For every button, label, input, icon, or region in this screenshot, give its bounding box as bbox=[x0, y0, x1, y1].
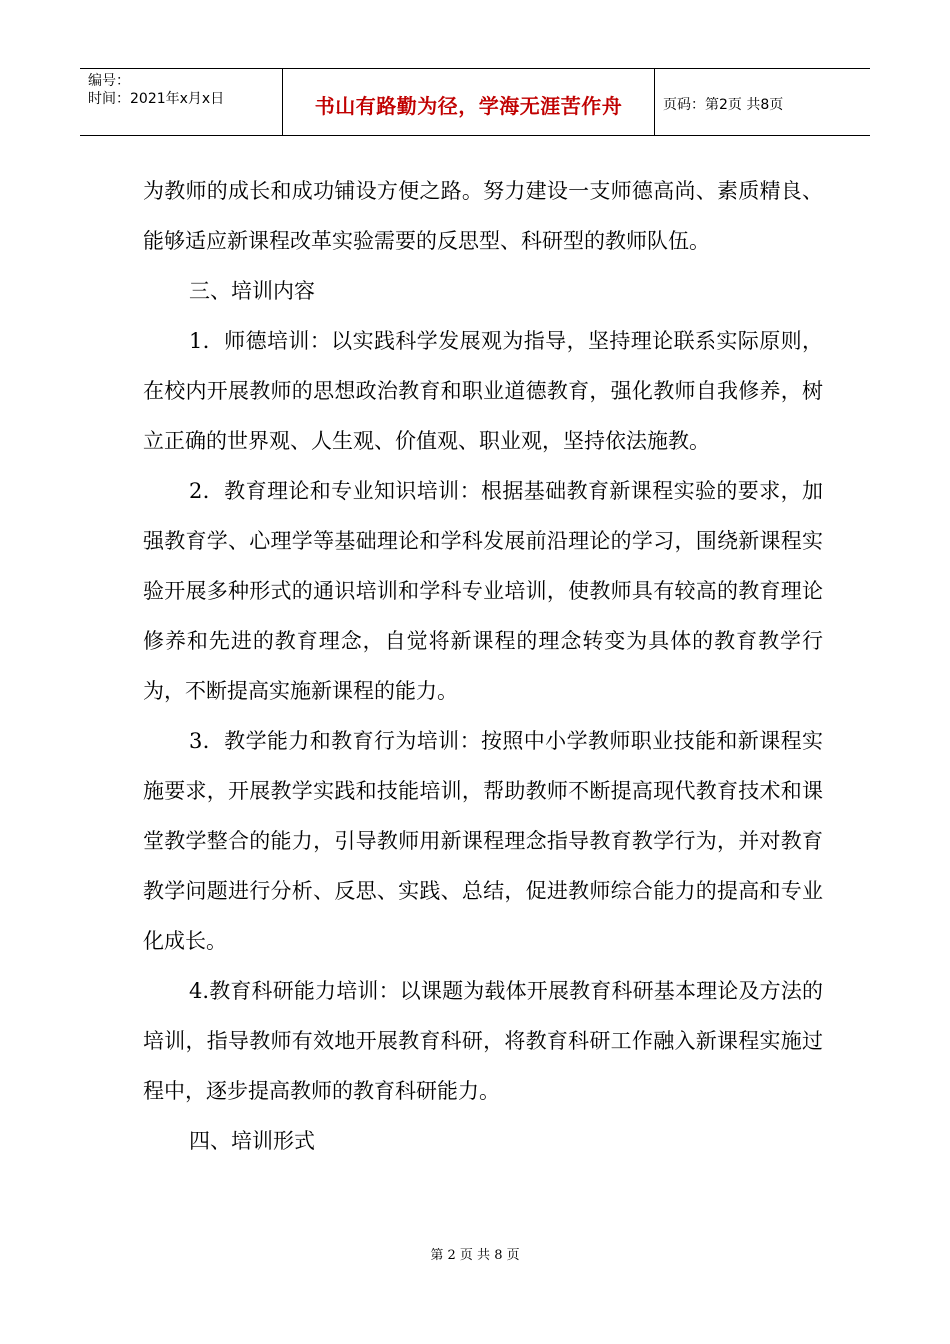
page-footer: 第 2 页 共 8 页 bbox=[430, 1248, 520, 1263]
header-page-code: 页码：第2页 共8页 bbox=[663, 97, 784, 113]
header-page-cell bbox=[655, 69, 870, 135]
header-meta-cell bbox=[80, 69, 283, 135]
header-motto-cell bbox=[283, 69, 655, 135]
body-paragraph: 1．师德培训：以实践科学发展观为指导，坚持理论联系实际原则，在校内开展教师的思想政治教育和职业道德教育，强化教师自我修养，树立正确的世界观、人生观、价值观、职业观，坚持依法施教。 bbox=[143, 329, 823, 453]
document-header bbox=[80, 68, 870, 136]
header-motto: 书山有路勤为径，学海无涯苦作舟 bbox=[314, 93, 623, 118]
document-number-label: 编号： bbox=[88, 73, 130, 89]
body-paragraph: 2．教育理论和专业知识培训：根据基础教育新课程实验的要求，加强教育学、心理学等基础理论和学科发展前沿理论的学习，围绕新课程实验开展多种形式的通识培训和学科专业培训，使教师具有较高的教育理论修养和先进的教育理念，自觉将新课程的理念转变为具体的教育教学行为，不断提高实施新课程的能力。 bbox=[143, 479, 823, 703]
body-paragraph: 3．教学能力和教育行为培训：按照中小学教师职业技能和新课程实施要求，开展教学实践和技能培训，帮助教师不断提高现代教育技术和课堂教学整合的能力，引导教师用新课程理念指导教育教学行为，并对教育教学问题进行分析、反思、实践、总结，促进教师综合能力的提高和专业化成长。 bbox=[143, 729, 823, 953]
body-paragraph: 为教师的成长和成功铺设方便之路。努力建设一支师德高尚、素质精良、能够适应新课程改革实验需要的反思型、科研型的教师队伍。 bbox=[143, 179, 823, 253]
section-heading-training-content: 三、培训内容 bbox=[189, 279, 315, 303]
document-body bbox=[143, 166, 823, 1166]
document-time-label: 时间：2021年x月x日 bbox=[88, 91, 225, 107]
body-paragraph: 4.教育科研能力培训：以课题为载体开展教育科研基本理论及方法的培训，指导教师有效地开展教育科研，将教育科研工作融入新课程实施过程中，逐步提高教师的教育科研能力。 bbox=[143, 979, 823, 1103]
section-heading-training-form: 四、培训形式 bbox=[189, 1129, 315, 1153]
